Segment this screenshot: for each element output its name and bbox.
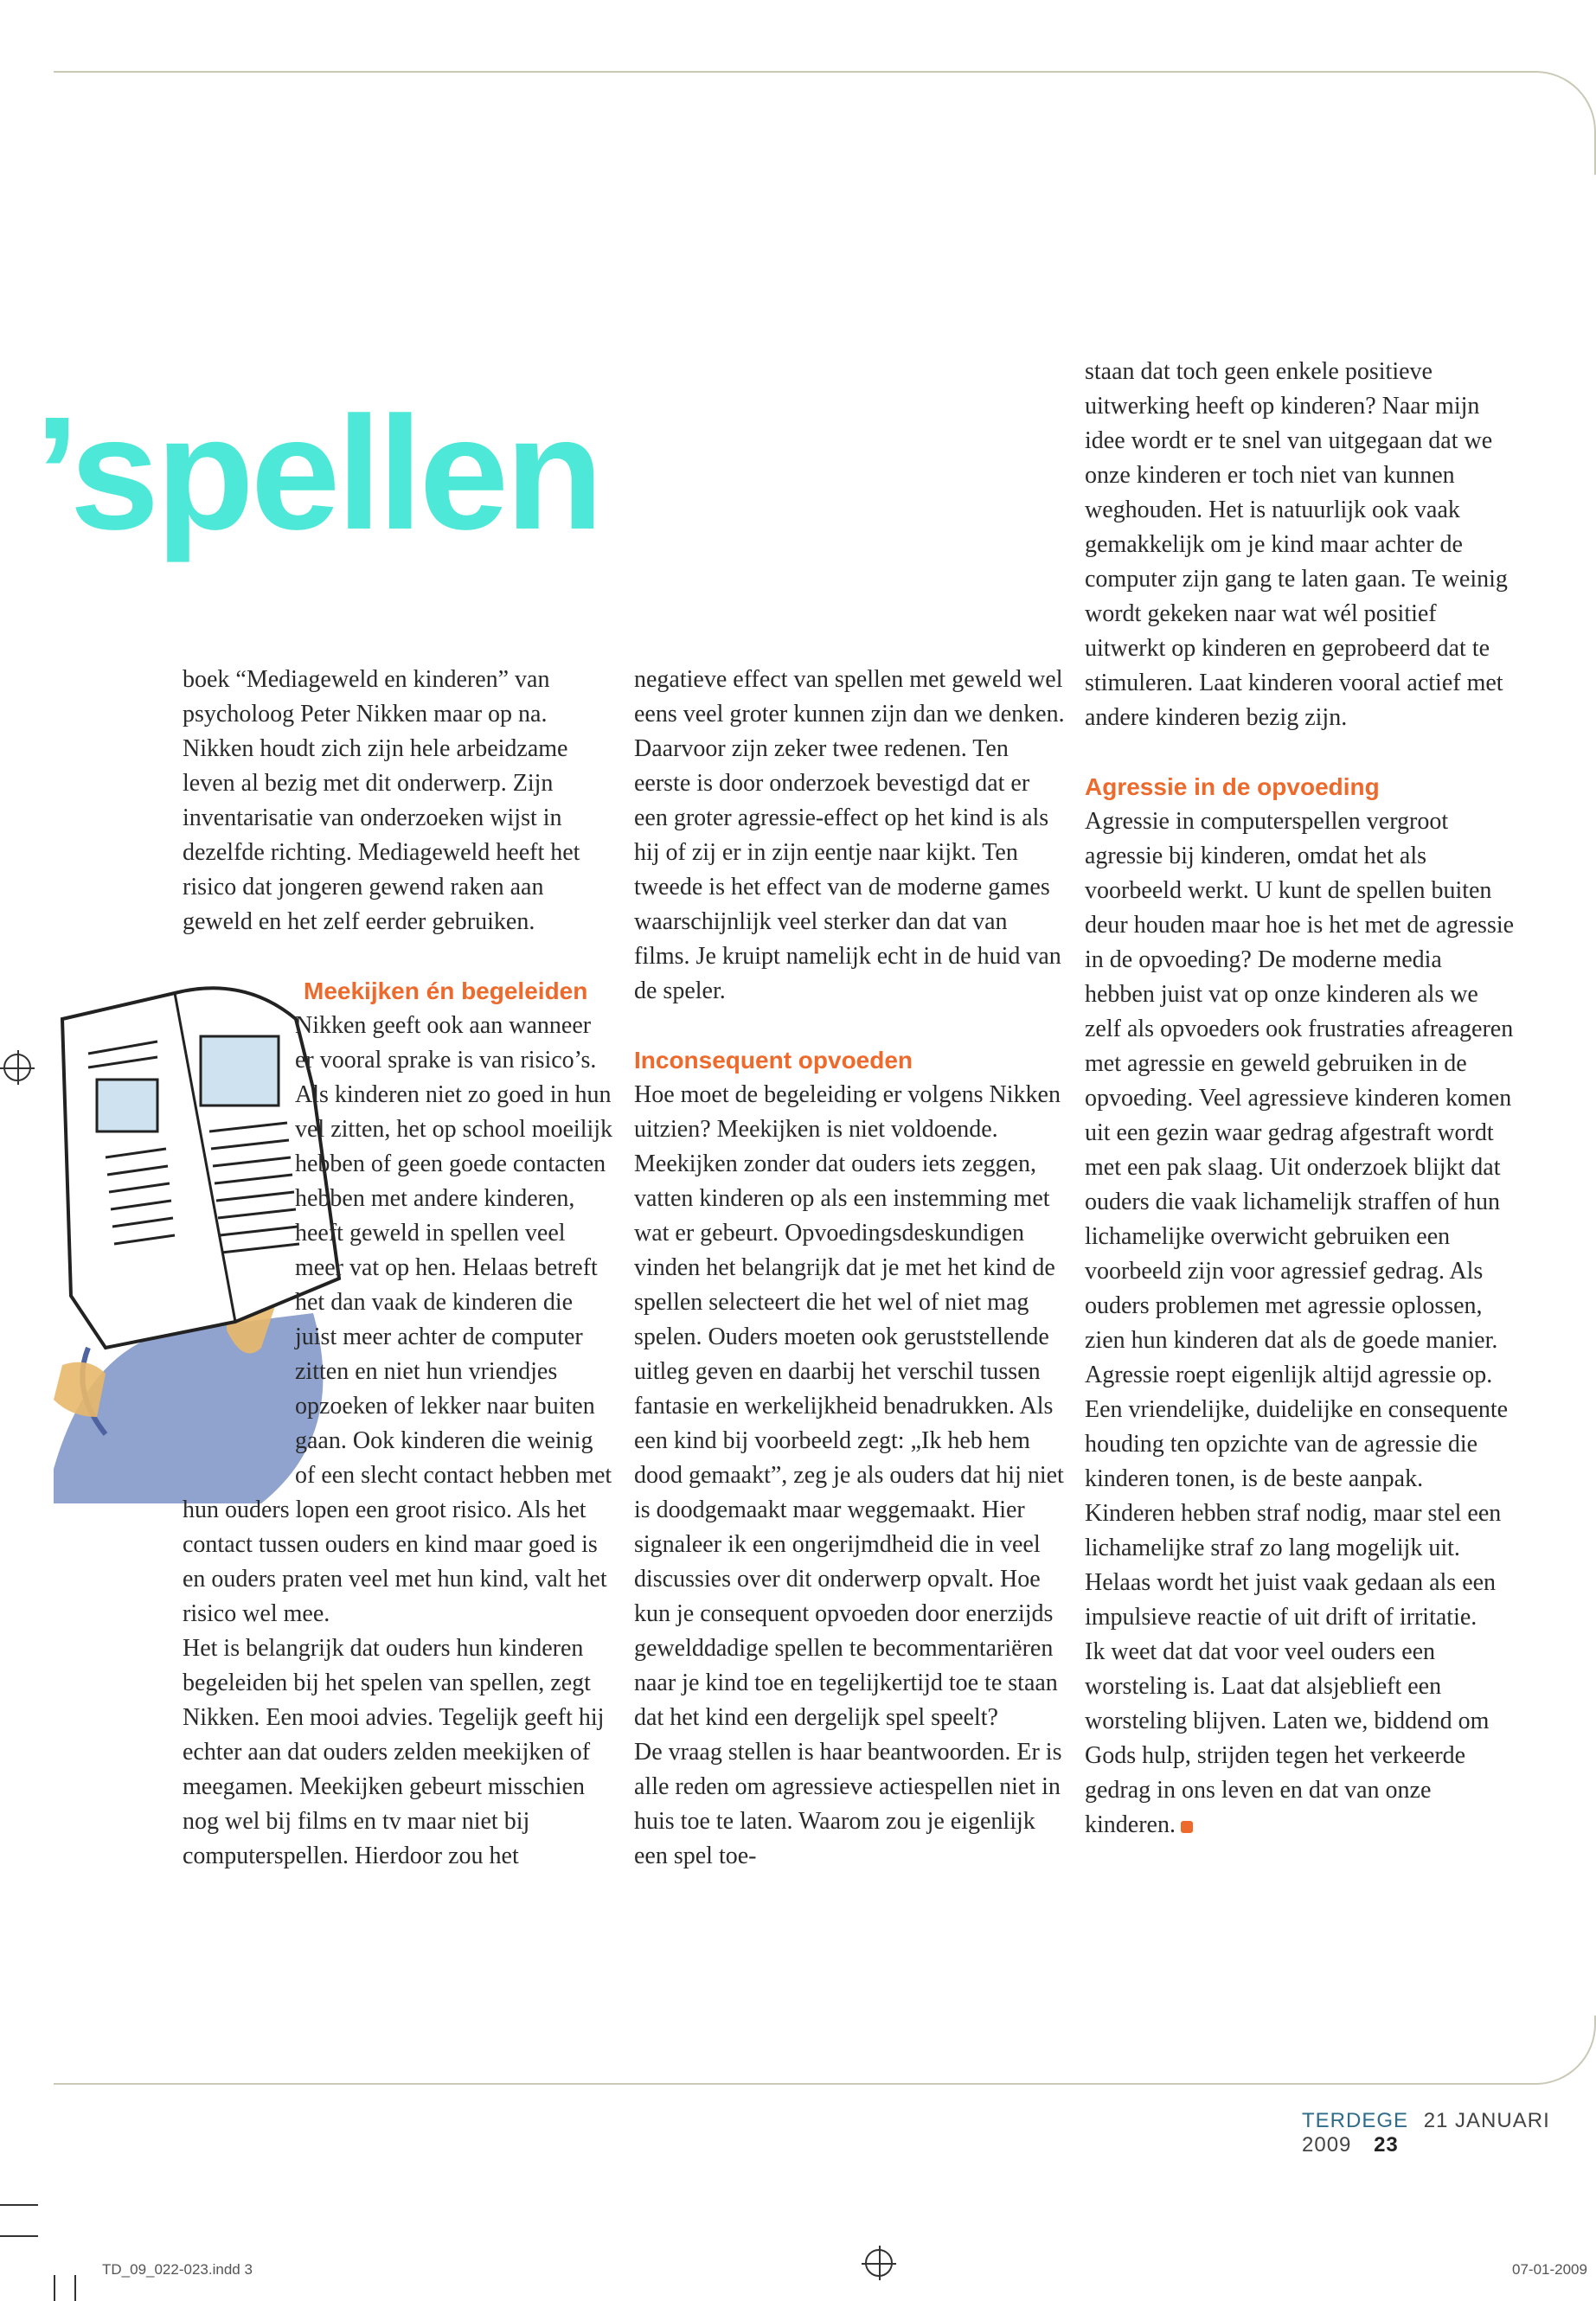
headline: ’spellen xyxy=(35,384,600,563)
heading-agressie: Agressie in de opvoeding xyxy=(1085,773,1380,800)
column-3-para-2-text: Ik weet dat dat voor veel ouders een worsteling is. Laat dat alsjeblieft een worsteling blijven. Laten we, biddend om Gods hulp, strijden tegen het verkeerde gedrag in ons leven en dat van onze kinderen. xyxy=(1085,1638,1490,1838)
footer-page-number: 23 xyxy=(1374,2133,1399,2157)
page-footer xyxy=(1302,2109,1596,2157)
crop-mark xyxy=(0,2235,38,2237)
column-1-intro: boek “Mediageweld en kinderen” van psycholoog Peter Nikken maar op na. Nikken houdt zich zijn hele arbeidzame leven al bezig met dit onderwerp. Zijn inventarisatie van onderzoeken wijst in dezelfde richting. Mediageweld heeft het risico dat jongeren gewend raken aan geweld en het zelf eerder gebruiken. xyxy=(183,666,580,935)
column-2-para-2: De vraag stellen is haar beantwoorden. Er is alle reden om agressieve actiespellen niet in huis toe te laten. Waarom zou je eigenlijk een spel toe- xyxy=(634,1739,1062,1869)
column-3-para-1: Agressie in computerspellen vergroot agressie bij kinderen, omdat het als voorbeeld werkt. U kunt de spellen buiten deur houden maar hoe is het met de agressie in de opvoeding? De moderne media hebben juist vat op onze kinderen als we zelf als opvoeders ook frustraties afreageren met agressie en geweld gebruiken in de opvoeding. Veel agressieve kinderen komen uit een gezin waar gedrag afgestraft wordt met een pak slaag. Uit onderzoek blijkt dat ouders die vaak lichamelijk straffen of hun lichamelijke overwicht gebruiken een voorbeeld zijn voor agressief gedrag. Als ouders problemen met agressie oplossen, zien hun kinderen dat als de goede manier. Agressie roept eigenlijk altijd agressie op. Een vriendelijke, duidelijke en consequente houding ten opzichte van de agressie die kinderen tonen, is de beste aanpak. Kinderen hebben straf nodig, maar stel een lichamelijke straf zo lang mogelijk uit. Helaas wordt het juist vaak gedaan als een impulsieve reactie of uit drift of irritatie. xyxy=(1085,808,1515,1631)
column-3-intro: staan dat toch geen enkele positieve uitwerking heeft op kinderen? Naar mijn idee wordt er te snel van uitgegaan dat we onze kinderen er toch niet van kunnen weghouden. Het is natuurlijk ook vaak gemakkelijk om je kind maar achter de computer zijn gang te laten gaan. Te weinig wordt gekeken naar wat wél positief uitwerkt op kinderen en geprobeerd dat te stimuleren. Laat kinderen vooral actief met andere kinderen bezig zijn. xyxy=(1085,358,1508,731)
column-2 xyxy=(634,663,1067,1874)
column-1-para-2: Het is belangrijk dat ouders hun kinderen begeleiden bij het spelen van spellen, zegt Nikken. Een mooi advies. Tegelijk geeft hij echter aan dat ouders zelden meekijken of meegamen. Meekijken gebeurt misschien nog wel bij films en tv maar niet bij computerspellen. Hierdoor zou het xyxy=(183,1635,605,1869)
bottom-frame-rule xyxy=(54,2016,1596,2085)
column-3-para-2 xyxy=(1085,1635,1517,1843)
column-2-para-1: Hoe moet de begeleiding er volgens Nikken uitzien? Meekijken is niet voldoende. Meekijken zonder dat ouders iets zeggen, vatten kinderen op als een instemming met wat er gebeurt. Opvoedingsdeskundigen vinden het belangrijk dat je met het kind de spellen selecteert die het wel of niet mag spelen. Ouders moeten ook geruststellende uitleg geven en daarbij het verschil tussen fantasie en werkelijkheid benadrukken. Als een kind bij voorbeeld zegt: „Ik heb hem dood gemaakt”, zeg je als ouders dat hij niet is doodgemaakt maar weggemaakt. Hier signaleer ik een ongerijmdheid die in veel discussies over dit onderwerp opvalt. Hoe kun je consequent opvoeden door enerzijds gewelddadige spellen te becommentariëren naar je kind toe en tegelijkertijd toe te staan dat het kind een dergelijk spel speelt? xyxy=(634,1081,1064,1731)
slug-file: TD_09_022-023.indd 3 xyxy=(102,2261,253,2278)
column-2-intro: negatieve effect van spellen met geweld wel eens veel groter kunnen zijn dan we denken. Daarvoor zijn zeker twee redenen. Ten eerste is door onderzoek bevestigd dat er een groter agressie-effect op het kind is als hij of zij er in zijn eentje naar kijkt. Ten tweede is het effect van de moderne games waarschijnlijk veel sterker dan dat van films. Je kruipt namelijk echt in de huid van de speler. xyxy=(634,666,1065,1004)
column-1 xyxy=(183,663,615,1874)
footer-magazine: TERDEGE xyxy=(1302,2109,1409,2132)
registration-mark-icon xyxy=(3,1054,31,1081)
illustration-spacer xyxy=(183,974,295,1493)
end-of-article-icon xyxy=(1181,1821,1193,1833)
heading-meekijken: Meekijken én begeleiden xyxy=(304,977,588,1004)
crop-mark xyxy=(54,2275,55,2301)
heading-inconsequent: Inconsequent opvoeden xyxy=(634,1047,913,1074)
crop-mark xyxy=(74,2275,76,2301)
crop-mark xyxy=(0,2204,38,2206)
column-3 xyxy=(1085,355,1517,1843)
footer-date: 21 JANUARI 2009 xyxy=(1302,2109,1550,2157)
column-1-para-1: Nikken geeft ook aan wanneer er vooral sprake is van risico’s. Als kinderen niet zo goed in hun vel zitten, het op school moeilijk hebben of geen goede contacten hebben met andere kinderen, heeft geweld in spellen veel meer vat op hen. Helaas betreft het dan vaak de kinderen die juist meer achter de computer zitten en niet hun vriendjes opzoeken of lekker naar buiten gaan. Ook kinderen die weinig of een slecht contact hebben met hun ouders lopen een groot risico. Als het contact tussen ouders en kind maar goed is en ouders praten veel met hun kind, valt het risico wel mee. xyxy=(183,1012,613,1627)
top-frame-rule xyxy=(54,71,1596,175)
registration-mark-icon xyxy=(865,2249,893,2277)
slug-date: 07-01-2009 xyxy=(1512,2261,1587,2278)
